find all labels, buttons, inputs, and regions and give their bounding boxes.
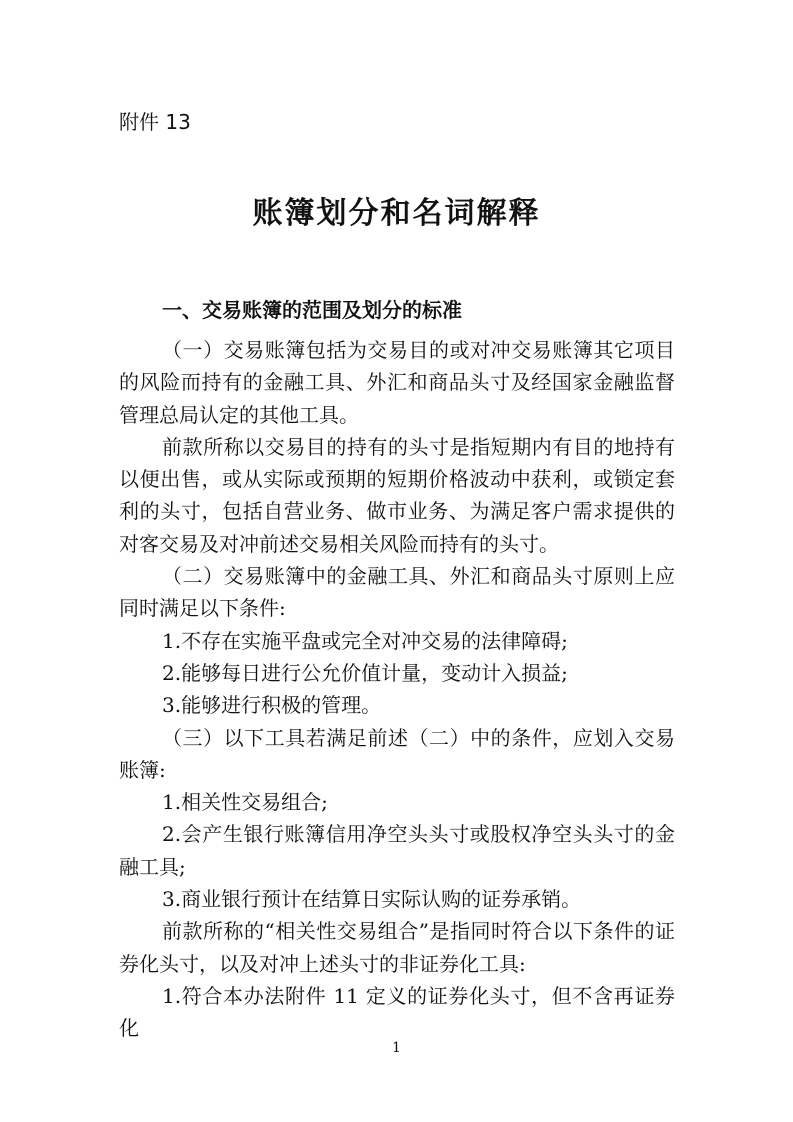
paragraph-8: 1.相关性交易组合; — [162, 790, 328, 815]
document-body — [119, 334, 675, 1045]
paragraph-5: 2.能够每日进行公允价值计量，变动计入损益; — [162, 660, 568, 685]
section-heading: 一、交易账簿的范围及划分的标准 — [162, 298, 462, 322]
paragraph-10: 3.商业银行预计在结算日实际认购的证券承销。 — [162, 887, 582, 912]
attachment-label: 附件 13 — [119, 110, 191, 134]
paragraph-3: （二）交易账簿中的金融工具、外汇和商品头寸原则上应同时满足以下条件: — [119, 564, 675, 621]
paragraph-2: 前款所称以交易目的持有的头寸是指短期内有目的地持有以便出售，或从实际或预期的短期价格波动中获利，或锁定套利的头寸，包括自营业务、做市业务、为满足客户需求提供的对客交易及对冲前述交易相关风险而持有的头寸。 — [119, 434, 675, 556]
paragraph-7: （三）以下工具若满足前述（二）中的条件，应划入交易账簿: — [119, 725, 675, 782]
paragraph-1: （一）交易账簿包括为交易目的或对冲交易账簿其它项目的风险而持有的金融工具、外汇和商品头寸及经国家金融监督管理总局认定的其他工具。 — [119, 338, 675, 427]
paragraph-9: 2.会产生银行账簿信用净空头头寸或股权净空头头寸的金融工具; — [119, 822, 675, 879]
paragraph-11: 前款所称的“相关性交易组合”是指同时符合以下条件的证券化头寸，以及对冲上述头寸的非证券化工具: — [119, 919, 675, 976]
paragraph-4: 1.不存在实施平盘或完全对冲交易的法律障碍; — [162, 628, 568, 653]
page-number: 1 — [392, 1040, 401, 1056]
document-title: 账簿划分和名词解释 — [252, 196, 541, 231]
paragraph-6: 3.能够进行积极的管理。 — [162, 693, 382, 718]
paragraph-12: 1.符合本办法附件 11 定义的证券化头寸，但不含再证券化 — [119, 983, 675, 1041]
